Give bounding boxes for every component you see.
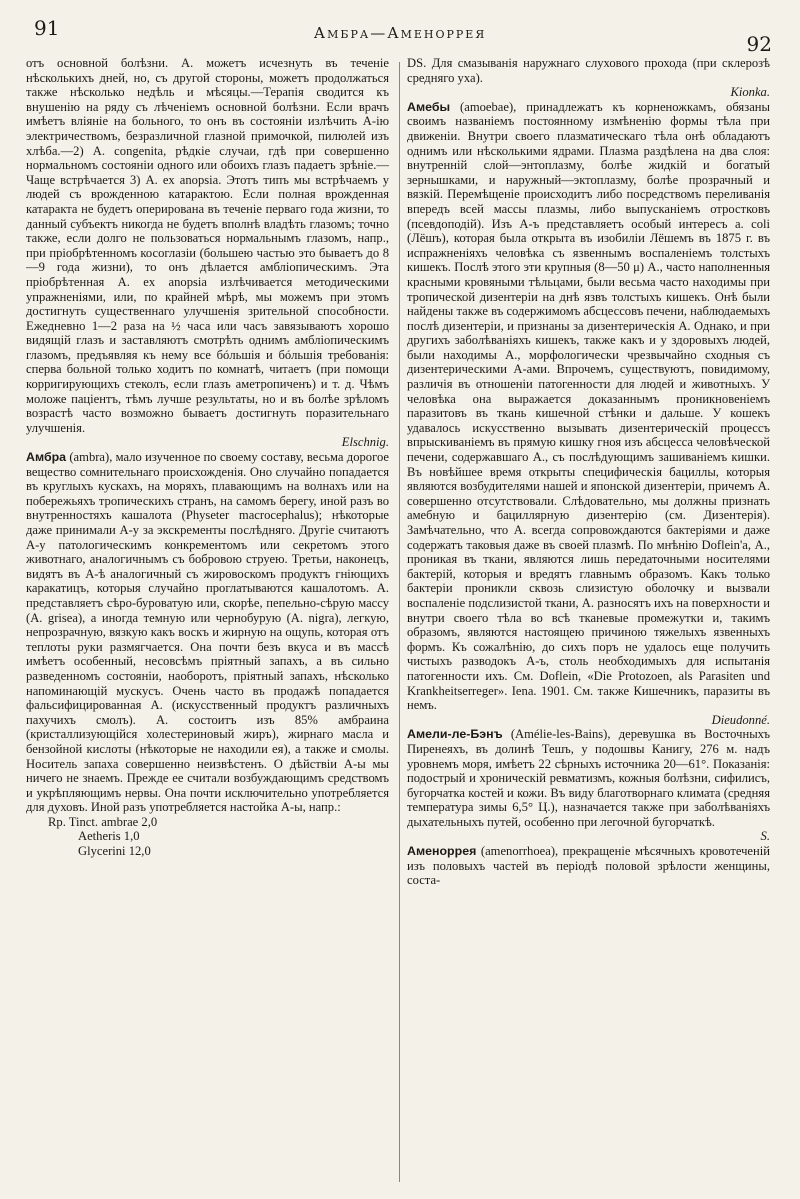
author-signature: Elschnig.	[341, 435, 389, 450]
recipe-line: Glycerini 12,0	[78, 844, 151, 859]
entry-text: (Amélie-les-Bains), деревушка въ Восточныхъ Пиренеяхъ, въ долинѣ Тешъ, у подошвы Канигу, 276 м. надъ уровнемъ моря, имѣетъ 22 сѣрныхъ источника 20—61°. Показанія: подострый и хроническій ревматизмъ, кожныя болѣзни, сифилисъ, бугорчатка костей и кожи. Въ виду благотворнаго климата (средняя температура зимы 6,5° Ц.), назначается также при заболѣваніяхъ дыхательныхъ путей, особенно при легочной бугорчаткѣ.	[407, 727, 770, 829]
headword: Амебы	[407, 99, 451, 114]
entry-text: (ambra), мало изученное по своему составу, весьма дорогое вещество сомнительнаго происхожденія. Оно случайно попадается въ круглыхъ кускахъ, на моряхъ, плавающимъ на волнахъ или на побережьяхъ тропическихъ странъ, на самомъ берегу, иной разъ во внутренностяхъ кашалота (Physeter macrocephalus); нѣкоторые даже принимали А-у за экскременты послѣдняго. Другіе считаютъ А-у патологическимъ конкрементомъ или секретомъ этого животнаго, аналогичнымъ съ бобровою струею. Третьи, наконецъ, видятъ въ А-ѣ аналогичный съ жировоскомъ продуктъ гніющихъ каракатицъ, которыя случайно проглатываются кашалотомъ. А. представляетъ сѣро-буроватую или, скорѣе, пепельно-сѣрую массу (А. grisea), а иногда темную или чернобурую (А. nigra), легкую, непрозрачную, вязкую какъ воскъ и жирную на ощупь, которая отъ теплоты руки размягчается. Она почти безъ вкуса и въ массѣ имѣетъ особенный, несовсѣмъ пріятный запахъ, а въ сильно разведенномъ состояніи, наоборотъ, пріятный запахъ, нѣсколько напоминающій мускусъ. Очень часто въ продажѣ попадается фальсифицированная А. (искусственный продуктъ различныхъ пахучихъ смолъ). А. состоитъ изъ 85% амбраина (кристаллизующійся холестериновый жиръ), жирнаго масла и бензойной кислоты (нѣкоторые не находили ея), а также и смолы. Носитель запаха совершенно неизвѣстенъ. О дѣйствіи А-ы мы ничего не знаемъ. Прежде ее считали возбуждающимъ средствомъ и укрѣпляющимъ нервы. Она почти исключительно употребляется для духовъ. Иной разъ употребляется настойка А-ы, напр.:	[26, 450, 389, 815]
column-divider	[399, 62, 400, 1182]
entry-text: (amoebae), принадлежатъ къ корненожкамъ, обязаны своимъ названіемъ постоянному измѣненію формы тѣла при движеніи. Внутри своего плазматическаго тѣла онѣ обладаютъ однимъ или нѣсколькими ядрами. Плазма раздѣлена на два слоя: внутренній слой—энтоплазму, болѣе жидкій и богатый зернышками, и наружный—эктоплазму, болѣе прозрачный и вязкій. Перемѣщеніе происходитъ либо посредствомъ переливанія впередъ всей массы плазмы, либо выпусканіемъ отростковъ (псевдоподій). Изъ А-ъ представляетъ особый интересъ a. coli (Лёшъ), которая была открыта въ изобиліи Лёшемъ въ 1875 г. въ испражненіяхъ человѣка съ язвеннымъ воспаленіемъ толстыхъ кишекъ. Послѣ этого эти крупныя (8—50 μ) А., часто наполненныя красными кровяными тѣльцами, были весьма часто находимы при тропической дизентеріи на днѣ язвъ толстыхъ кишекъ. Онѣ были найдены также въ содержимомъ абсцессовъ печени, наблюдаемыхъ послѣ дизентеріи, и признаны за дизентерическія А. Однако, и при другихъ заболѣваніяхъ кишекъ, также какъ и у здоровыхъ людей, были находимы А., морфологически чрезвычайно сходныя съ дизентерическими А-ами. Впрочемъ, существуютъ, повидимому, различія въ отношеніи патогенности для людей и животныхъ. У человѣка она выражается доказаннымъ проникновеніемъ паразитовъ въ ткань кишечной стѣнки и дальше. У кошекъ удавалось искусственно вызывать дизентерическій процессъ впрыскиваніемъ въ прямую кишку гноя изъ абсцесса человѣческой печени, содержавшаго А., съ послѣдующимъ зашиваніемъ кишки. Въ новѣйшее время открыты специфическія бациллы, которыя являются возбудителями нашей и японской дизентеріи, причемъ А. совершенно отсутствовали. Слѣдовательно, мы должны признать амебную и бациллярную дизентерію (см. Дизентерія). Замѣчательно, что А. всегда сопровождаются бактеріями и даже содержатъ таковыя даже въ своей плазмѣ. По мнѣнію Doflein'a, А., проникая въ ткани, являются лишь передаточными носителями бактерій, которыя и вредятъ главнымъ образомъ. Какъ только бактеріи проникли сквозь слизистую оболочку и вызвали воспаленіе подслизистой ткани, А. разносятъ ихъ на поверхности и внутри своего тѣла во всѣ тканевые промежутки и, такимъ образомъ, являются настоящею причиною тяжелыхъ язвенныхъ формъ. Къ сожалѣнію, до сихъ поръ не удалось еще получить чистыхъ разводокъ А-ъ, столь необходимыхъ для испытанія патогенности ихъ. См. Doflein, «Die Protozoen, als Parasiten und Krankheitserreger». Iena. 1901. См. также Кишечникъ, паразиты въ немъ.	[407, 99, 770, 713]
page-number-right: 92	[746, 32, 772, 56]
author-signature: Dieudonné.	[711, 712, 770, 727]
recipe-line: Rp. Tinct. ambrae 2,0	[48, 814, 158, 829]
author-signature: S.	[760, 829, 770, 844]
running-title: Амбра—Аменоррея	[313, 24, 487, 42]
entry-continuation: отъ основной болѣзни. А. можетъ исчезнуть въ теченіе нѣсколькихъ дней, но, съ другой стороны, можетъ продолжаться также нѣсколько недѣль и мѣсяцы.—Терапія сводится къ внушенію на ряду съ лѣченіемъ основной болѣзни. Если врачъ имѣетъ вліяніе на больного, то онъ въ состояніи излѣчить А-ію электричествомъ, безразличной глазной примочкой, пилюлей изъ хлѣба.—2) A. congenita, рѣдкіе случаи, гдѣ при совершенно нормальномъ состояніи одного или обоихъ глазъ падаетъ зрѣніе.—Чаще встрѣчается 3) A. ex anopsia. Этотъ типъ мы встрѣчаемъ у людей съ врожденною катарактою. Если полная врожденная катаракта не будетъ оперирована въ теченіе перваго года жизни, то данный субъектъ никогда не будетъ вполнѣ владѣть глазомъ; точно также, если долго не пользоваться нормальнымъ глазомъ, напр., при пріобрѣтенномъ косоглазіи (большею частью это бываетъ до 8—9 года жизни), то онъ дѣлается амбліопическимъ. Эта пріобрѣтенная А. ex anopsia излѣчивается методическими упражненіями, или, по крайней мѣрѣ, мы можемъ при этомъ достигнуть существеннаго улучшенія зрительной способности. Ежедневно 1—2 раза на ½ часа или часъ завязываютъ хорошо видящій глазъ и заставляютъ смотрѣть однимъ амбліопическимъ глазомъ, предъявляя къ нему все бóльшія и бóльшія требованія: сперва больной только ходитъ по комнатѣ, читаетъ (при помощи корригирующихъ стеколъ, если глазъ аметропиченъ) и т. д. Чѣмъ моложе паціентъ, тѣмъ лучше результаты, но и въ болѣе зрѣломъ возрастѣ часто возможно бываетъ достигнуть поразительнаго улучшенія.	[26, 56, 389, 435]
headword: Амбра	[26, 450, 67, 465]
page-number-left: 91	[34, 16, 60, 40]
recipe-signa: DS. Для смазыванія наружнаго слухового прохода (при склерозѣ средняго уха).	[407, 56, 770, 85]
entry-amoebae	[407, 100, 770, 713]
right-column	[407, 56, 770, 888]
author-signature: Kionka.	[730, 85, 770, 100]
left-column	[26, 56, 389, 859]
page-header	[0, 6, 800, 56]
recipe-line: Aetheris 1,0	[78, 829, 140, 844]
recipe	[26, 815, 389, 859]
headword: Аменоррея	[407, 844, 477, 859]
headword: Амели-ле-Бэнъ	[407, 727, 503, 742]
entry-text: (amenorrhoea), прекращеніе мѣсячныхъ кровотеченій изъ половыхъ частей въ періодѣ половой зрѣлости женщины, соста-	[407, 844, 770, 888]
entry-amenorrhoea	[407, 844, 770, 888]
entry-amelie	[407, 727, 770, 829]
entry-ambra	[26, 450, 389, 815]
